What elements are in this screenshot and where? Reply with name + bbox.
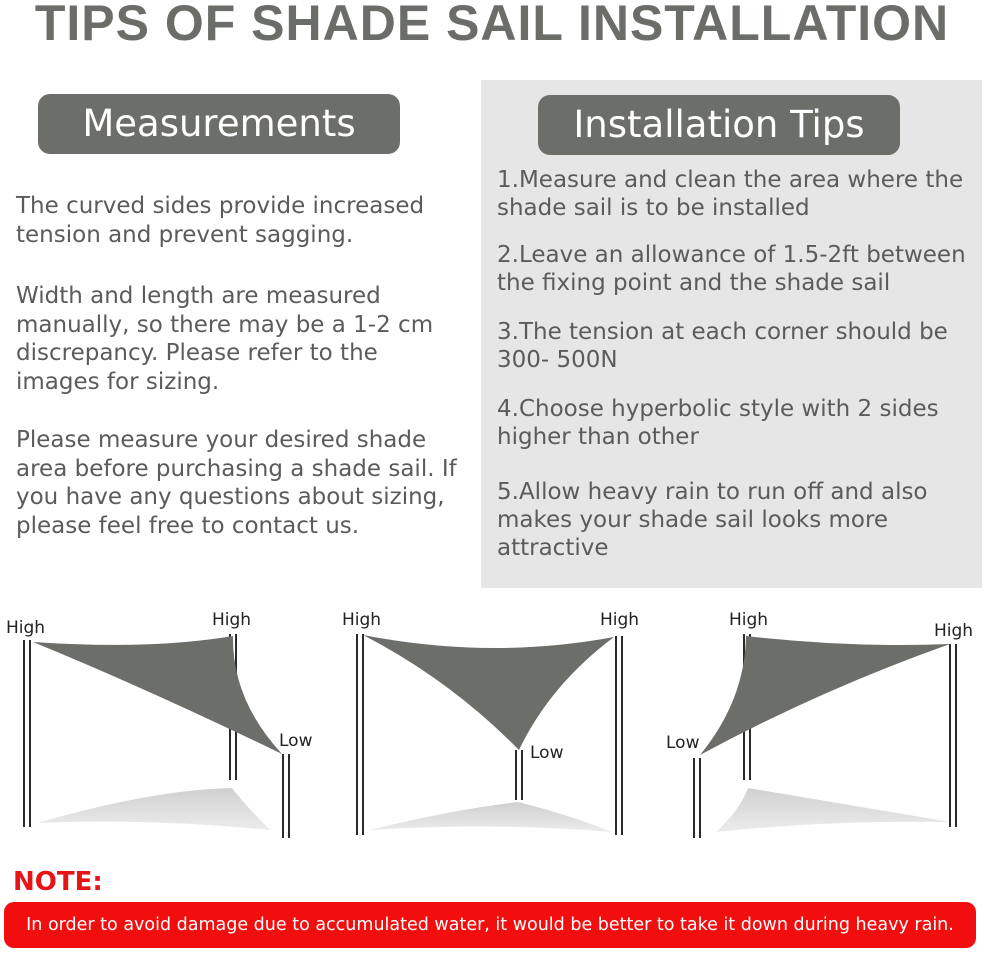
diagram-3-label-high-left: High [729, 610, 769, 630]
diagram-1-label-high-left: High [6, 618, 46, 638]
page-title: TIPS OF SHADE SAIL INSTALLATION [34, 0, 950, 51]
note-label: NOTE: [13, 867, 103, 897]
tip-1: 1.Measure and clean the area where the shade sail is to be installed [497, 167, 964, 221]
measurement-paragraph-3: Please measure your desired shade area before purchasing a shade sail. If you have any questions about sizing, please feel free to contact us. [16, 427, 457, 539]
diagram-2-label-low: Low [530, 743, 564, 763]
diagram-3 [694, 634, 956, 838]
sail-diagrams [0, 590, 984, 850]
tip-5: 5.Allow heavy rain to run off and also makes your shade sail looks more attractive [497, 479, 928, 561]
sail [363, 635, 614, 750]
diagram-3-label-low: Low [666, 733, 700, 753]
diagram-1-label-high-right: High [212, 610, 252, 630]
diagram-1 [24, 634, 289, 838]
sail [33, 636, 282, 754]
tip-3: 3.The tension at each corner should be 300- 500N [497, 319, 948, 373]
diagram-2-label-high-left: High [342, 610, 382, 630]
tip-4: 4.Choose hyperbolic style with 2 sides higher than other [497, 396, 939, 450]
tip-2: 2.Leave an allowance of 1.5-2ft between the fixing point and the shade sail [497, 242, 966, 296]
sail-shadow [716, 788, 950, 832]
diagram-2 [357, 634, 622, 835]
sail-shadow [370, 802, 612, 832]
diagram-3-label-high-right: High [934, 621, 974, 641]
measurement-paragraph-2: Width and length are measured manually, so there may be a 1-2 cm discrepancy. Please refer to the images for sizing. [16, 283, 434, 395]
diagram-1-label-low: Low [279, 731, 313, 751]
installation-tips-heading: Installation Tips [538, 95, 900, 155]
note-banner: In order to avoid damage due to accumulated water, it would be better to take it down during heavy rain. [4, 902, 976, 948]
measurement-paragraph-1: The curved sides provide increased tension and prevent sagging. [16, 193, 425, 248]
sail-shadow [38, 788, 270, 830]
sail [700, 636, 950, 755]
measurements-heading: Measurements [38, 94, 400, 154]
diagram-2-label-high-right: High [600, 610, 640, 630]
